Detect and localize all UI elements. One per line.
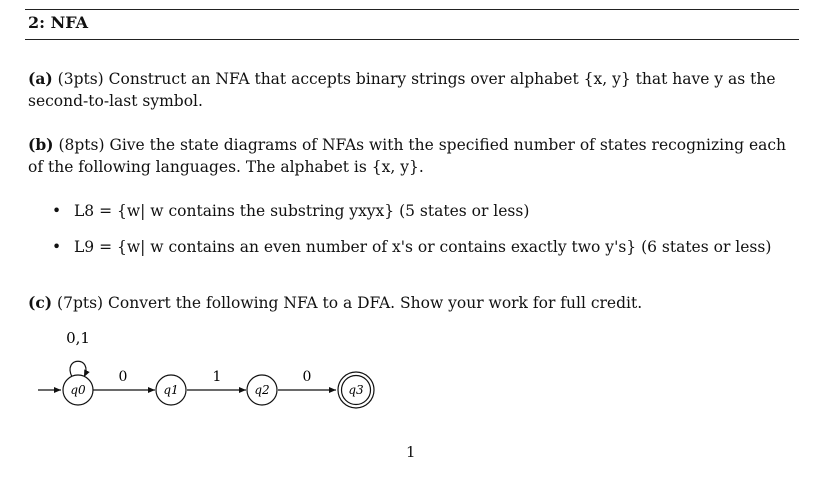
state-label: q3 bbox=[348, 383, 364, 397]
state-label: q0 bbox=[70, 383, 86, 397]
state-q2 bbox=[247, 375, 277, 405]
part-b-label: (b) bbox=[28, 135, 54, 154]
bullet-icon: • bbox=[52, 202, 62, 220]
section-title: 2: NFA bbox=[28, 13, 89, 32]
part-b-text-line-2: of the following languages. The alphabet is {x, y}. bbox=[28, 158, 424, 176]
state-label: q1 bbox=[163, 383, 179, 397]
transition-label: 0 bbox=[118, 369, 128, 385]
self-loop-label: 0,1 bbox=[66, 329, 90, 347]
transition-label: 0 bbox=[302, 369, 312, 385]
state-q3-accept bbox=[338, 372, 374, 408]
part-a-text-line-2: second-to-last symbol. bbox=[28, 92, 203, 110]
state-label: q2 bbox=[254, 383, 270, 397]
language-l8-item: L8 = {w| w contains the substring yxyx} (5 states or less) bbox=[74, 202, 530, 220]
bullet-icon: • bbox=[52, 238, 62, 256]
part-b-text-line-1: (8pts) Give the state diagrams of NFAs with the specified number of states recognizing each bbox=[58, 136, 787, 154]
transition-label: 1 bbox=[212, 369, 222, 385]
language-l9-item: L9 = {w| w contains an even number of x's or contains exactly two y's} (6 states or less) bbox=[74, 238, 772, 256]
part-c-text: (7pts) Convert the following NFA to a DFA. Show your work for full credit. bbox=[57, 294, 643, 312]
page-number: 1 bbox=[406, 443, 416, 461]
state-q1 bbox=[156, 375, 186, 405]
part-a-text-line-1: (3pts) Construct an NFA that accepts binary strings over alphabet {x, y} that have y as the bbox=[57, 70, 776, 88]
part-c-label: (c) bbox=[28, 293, 53, 312]
part-a-label: (a) bbox=[28, 69, 53, 88]
state-q0 bbox=[63, 375, 93, 405]
